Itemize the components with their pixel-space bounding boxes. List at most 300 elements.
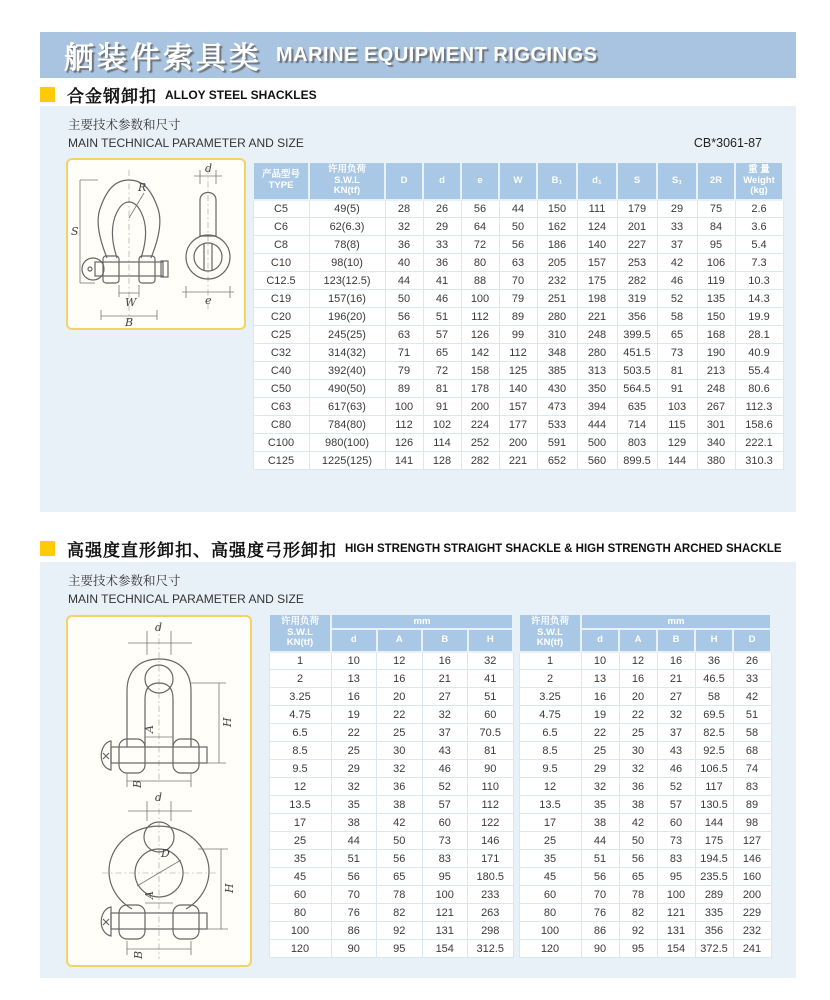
- table-cell: 82: [619, 904, 657, 922]
- table-cell: 16: [377, 670, 423, 688]
- table-cell: C100: [253, 434, 309, 452]
- table-cell: 200: [733, 886, 771, 904]
- column-header: S₁: [657, 162, 697, 200]
- table-cell: 125: [499, 362, 537, 380]
- column-header: B: [657, 629, 695, 652]
- table-cell: 38: [377, 796, 423, 814]
- table-cell: 158.6: [735, 416, 783, 434]
- table-cell: 146: [733, 850, 771, 868]
- page-banner: [40, 32, 796, 78]
- table-cell: 17: [269, 814, 331, 832]
- table-cell: 57: [423, 326, 461, 344]
- table-cell: 68: [733, 742, 771, 760]
- table-cell: 248: [697, 380, 735, 398]
- table-cell: 289: [695, 886, 733, 904]
- table-cell: 154: [657, 940, 695, 958]
- table-cell: 26: [733, 652, 771, 670]
- table-cell: 90: [581, 940, 619, 958]
- table-cell: 19: [581, 706, 619, 724]
- alloy-shackle-table: [252, 161, 784, 470]
- table-cell: 100: [657, 886, 695, 904]
- table-cell: 51: [581, 850, 619, 868]
- table-cell: 473: [537, 398, 577, 416]
- table-cell: 58: [733, 724, 771, 742]
- table-cell: 232: [733, 922, 771, 940]
- table-row: [269, 940, 513, 958]
- dim-label-d: d: [205, 162, 213, 175]
- table-cell: 175: [695, 832, 733, 850]
- table-row: [253, 200, 783, 218]
- table-cell: 99: [499, 326, 537, 344]
- table-cell: 30: [619, 742, 657, 760]
- table-row: [269, 832, 513, 850]
- column-header: 2R: [697, 162, 735, 200]
- mm-header: mm: [331, 614, 513, 629]
- table-cell: 12: [269, 778, 331, 796]
- table-cell: 7.3: [735, 254, 783, 272]
- table-row: [269, 850, 513, 868]
- table-cell: 72: [423, 362, 461, 380]
- table-cell: C12.5: [253, 272, 309, 290]
- table-cell: 38: [331, 814, 377, 832]
- table-cell: 179: [617, 200, 657, 218]
- column-header: d: [423, 162, 461, 200]
- table-cell: 319: [617, 290, 657, 308]
- table-cell: 158: [461, 362, 499, 380]
- table-cell: 75: [697, 200, 735, 218]
- table-cell: 78: [377, 886, 423, 904]
- table-cell: 356: [617, 308, 657, 326]
- table-cell: 50: [499, 218, 537, 236]
- table-cell: 38: [581, 814, 619, 832]
- table-row: [269, 760, 513, 778]
- table-cell: 60: [657, 814, 695, 832]
- table-cell: 301: [697, 416, 735, 434]
- table-cell: C80: [253, 416, 309, 434]
- table-row: [269, 778, 513, 796]
- arched-shackle-table: [518, 613, 772, 958]
- table-cell: 635: [617, 398, 657, 416]
- table-cell: 65: [377, 868, 423, 886]
- table-cell: 8.5: [519, 742, 581, 760]
- table-cell: 78: [619, 886, 657, 904]
- table-cell: 52: [657, 778, 695, 796]
- table-row: [519, 922, 771, 940]
- table-cell: 91: [423, 398, 461, 416]
- table-cell: 51: [423, 308, 461, 326]
- table-cell: C32: [253, 344, 309, 362]
- dim-label-w: W: [125, 296, 137, 309]
- table-cell: 13: [331, 670, 377, 688]
- table-cell: 79: [385, 362, 423, 380]
- table-cell: 41: [423, 272, 461, 290]
- table-cell: 16: [619, 670, 657, 688]
- table-cell: 45: [269, 868, 331, 886]
- table-cell: 2.6: [735, 200, 783, 218]
- table-cell: 8.5: [269, 742, 331, 760]
- section2-title-zh: 高强度直形卸扣、高强度弓形卸扣: [67, 541, 337, 560]
- dim-label-a: A: [143, 725, 156, 733]
- table-cell: 124: [577, 218, 617, 236]
- table-cell: 112: [499, 344, 537, 362]
- table-cell: 92: [619, 922, 657, 940]
- table-cell: 392(40): [309, 362, 385, 380]
- table-cell: 899.5: [617, 452, 657, 470]
- shackle-diagram-box-2: [66, 615, 252, 967]
- table-row: [269, 706, 513, 724]
- table-cell: 154: [422, 940, 468, 958]
- table-cell: 32: [377, 760, 423, 778]
- table-cell: 83: [657, 850, 695, 868]
- table-cell: 69.5: [695, 706, 733, 724]
- table-cell: 233: [468, 886, 514, 904]
- table-row: [269, 688, 513, 706]
- table-cell: 560: [577, 452, 617, 470]
- table-row: [253, 362, 783, 380]
- table-cell: 80: [269, 904, 331, 922]
- table-cell: 62(6.3): [309, 218, 385, 236]
- section2-panel: [40, 562, 796, 978]
- table-cell: 160: [733, 868, 771, 886]
- table-cell: C10: [253, 254, 309, 272]
- table-row: [519, 688, 771, 706]
- table-cell: 564.5: [617, 380, 657, 398]
- table-cell: 92.5: [695, 742, 733, 760]
- table-cell: 385: [537, 362, 577, 380]
- table-cell: 6.5: [269, 724, 331, 742]
- table-cell: 310.3: [735, 452, 783, 470]
- table-cell: 43: [422, 742, 468, 760]
- table-cell: 17: [519, 814, 581, 832]
- table-row: [253, 344, 783, 362]
- table-cell: 106.5: [695, 760, 733, 778]
- table-cell: 32: [422, 706, 468, 724]
- table-row: [269, 922, 513, 940]
- table-cell: 10: [581, 652, 619, 670]
- table-row: [519, 886, 771, 904]
- table-cell: 63: [385, 326, 423, 344]
- table-cell: 12: [377, 652, 423, 670]
- table-cell: C125: [253, 452, 309, 470]
- table-cell: 60: [519, 886, 581, 904]
- arched-shackle-drawing: [68, 789, 250, 965]
- table-cell: C6: [253, 218, 309, 236]
- table-cell: 42: [377, 814, 423, 832]
- table-cell: 126: [461, 326, 499, 344]
- table-cell: 25: [619, 724, 657, 742]
- table-cell: 106: [697, 254, 735, 272]
- dim-label-d: d: [155, 791, 163, 804]
- table-cell: 95: [619, 940, 657, 958]
- table-cell: 200: [461, 398, 499, 416]
- table-cell: 32: [331, 778, 377, 796]
- table-cell: 241: [733, 940, 771, 958]
- table-cell: 79: [499, 290, 537, 308]
- table-cell: 112.3: [735, 398, 783, 416]
- table-cell: 213: [697, 362, 735, 380]
- dim-label-h: H: [221, 717, 234, 727]
- table-cell: 81: [468, 742, 514, 760]
- table-cell: 444: [577, 416, 617, 434]
- table-cell: 65: [423, 344, 461, 362]
- table-cell: 144: [657, 452, 697, 470]
- table-cell: 95: [697, 236, 735, 254]
- table-row: [269, 814, 513, 832]
- table-cell: 131: [657, 922, 695, 940]
- table-cell: 36: [377, 778, 423, 796]
- table-cell: 178: [461, 380, 499, 398]
- table-row: [253, 272, 783, 290]
- table-cell: 22: [581, 724, 619, 742]
- table-cell: 25: [377, 724, 423, 742]
- table-cell: 171: [468, 850, 514, 868]
- table-header-row: [269, 614, 513, 629]
- table-cell: 83: [422, 850, 468, 868]
- table-cell: 714: [617, 416, 657, 434]
- table-cell: 19: [331, 706, 377, 724]
- table-cell: 6.5: [519, 724, 581, 742]
- table-header-row: [519, 614, 771, 629]
- table-cell: 180.5: [468, 868, 514, 886]
- table-cell: 221: [577, 308, 617, 326]
- table-row: [253, 398, 783, 416]
- table-cell: 72: [461, 236, 499, 254]
- table-cell: 70: [331, 886, 377, 904]
- table-cell: 186: [537, 236, 577, 254]
- table-cell: 251: [537, 290, 577, 308]
- table-cell: 121: [422, 904, 468, 922]
- yellow-square-bullet: [40, 87, 55, 102]
- table-cell: 22: [377, 706, 423, 724]
- table-cell: 81: [423, 380, 461, 398]
- dim-label-b: B: [131, 779, 144, 788]
- table-cell: 100: [385, 398, 423, 416]
- table-cell: 29: [331, 760, 377, 778]
- table-row: [253, 290, 783, 308]
- table-cell: 33: [423, 236, 461, 254]
- table-cell: 190: [697, 344, 735, 362]
- table-cell: 70: [499, 272, 537, 290]
- table-row: [269, 670, 513, 688]
- table-cell: C50: [253, 380, 309, 398]
- table-cell: 49(5): [309, 200, 385, 218]
- table-header-row: [253, 162, 783, 200]
- table-cell: 3.25: [519, 688, 581, 706]
- table-cell: 36: [385, 236, 423, 254]
- table-row: [519, 706, 771, 724]
- table-cell: 60: [468, 706, 514, 724]
- table-cell: 157: [499, 398, 537, 416]
- table-cell: 70: [581, 886, 619, 904]
- table-cell: 50: [377, 832, 423, 850]
- standard-code: CB*3061-87: [693, 136, 762, 150]
- table-cell: 3.6: [735, 218, 783, 236]
- table-cell: 22: [331, 724, 377, 742]
- dim-label-a: A: [143, 891, 156, 899]
- table-cell: 81: [657, 362, 697, 380]
- subtitle-en: MAIN TECHNICAL PARAMETER AND SIZE: [68, 136, 304, 150]
- table-cell: 30: [377, 742, 423, 760]
- table-cell: 103: [657, 398, 697, 416]
- table-cell: 73: [422, 832, 468, 850]
- table-cell: 73: [657, 832, 695, 850]
- subtitle-zh: 主要技术参数和尺寸: [68, 574, 181, 588]
- table-cell: 76: [581, 904, 619, 922]
- table-cell: 348: [537, 344, 577, 362]
- table-cell: 25: [331, 742, 377, 760]
- section2-subtitle: [68, 571, 304, 606]
- table-cell: 280: [577, 344, 617, 362]
- table-cell: 33: [733, 670, 771, 688]
- table-cell: 42: [619, 814, 657, 832]
- table-cell: 44: [385, 272, 423, 290]
- table-cell: 1: [519, 652, 581, 670]
- table-cell: 60: [269, 886, 331, 904]
- table-cell: 52: [657, 290, 697, 308]
- table-row: [269, 886, 513, 904]
- table-cell: 56: [461, 200, 499, 218]
- table-cell: C63: [253, 398, 309, 416]
- table-cell: 196(20): [309, 308, 385, 326]
- table-cell: 46: [657, 760, 695, 778]
- table-cell: 56: [581, 868, 619, 886]
- table-cell: 57: [657, 796, 695, 814]
- dim-label-r: R: [138, 181, 147, 194]
- table-cell: C8: [253, 236, 309, 254]
- table-row: [253, 254, 783, 272]
- table-cell: 245(25): [309, 326, 385, 344]
- table-row: [269, 868, 513, 886]
- column-header: H: [468, 629, 514, 652]
- table-cell: 33: [657, 218, 697, 236]
- table-cell: 282: [461, 452, 499, 470]
- table-row: [253, 308, 783, 326]
- table-cell: 652: [537, 452, 577, 470]
- table-cell: 82: [377, 904, 423, 922]
- swl-header: 许用负荷 S.W.L KN(tf): [519, 614, 581, 652]
- table-cell: 73: [657, 344, 697, 362]
- column-header: B: [422, 629, 468, 652]
- table-row: [519, 814, 771, 832]
- column-header: W: [499, 162, 537, 200]
- table-row: [269, 742, 513, 760]
- table-cell: 110: [468, 778, 514, 796]
- table-cell: 65: [619, 868, 657, 886]
- table-cell: 130.5: [695, 796, 733, 814]
- table-cell: 128: [423, 452, 461, 470]
- table-cell: 9.5: [519, 760, 581, 778]
- table-cell: 430: [537, 380, 577, 398]
- table-cell: 100: [461, 290, 499, 308]
- table-cell: 60: [422, 814, 468, 832]
- dim-label-b: B: [125, 316, 134, 328]
- table-cell: 112: [461, 308, 499, 326]
- table-cell: 89: [733, 796, 771, 814]
- table-cell: 36: [423, 254, 461, 272]
- table-cell: 10: [331, 652, 377, 670]
- table-cell: 51: [468, 688, 514, 706]
- table-cell: 2: [519, 670, 581, 688]
- table-cell: 58: [657, 308, 697, 326]
- column-header: e: [461, 162, 499, 200]
- table-cell: 52: [422, 778, 468, 796]
- table-cell: 95: [377, 940, 423, 958]
- table-cell: 32: [619, 760, 657, 778]
- table-cell: 42: [733, 688, 771, 706]
- table-cell: 127: [733, 832, 771, 850]
- table-cell: 89: [385, 380, 423, 398]
- table-cell: 120: [269, 940, 331, 958]
- table-cell: 16: [657, 652, 695, 670]
- table-cell: 16: [331, 688, 377, 706]
- section2-title-en: HIGH STRENGTH STRAIGHT SHACKLE & HIGH STRENGTH ARCHED SHACKLE: [345, 542, 782, 555]
- table-row: [519, 796, 771, 814]
- table-cell: 89: [499, 308, 537, 326]
- column-header: S: [617, 162, 657, 200]
- table-cell: 29: [423, 218, 461, 236]
- table-cell: 25: [269, 832, 331, 850]
- table-cell: 98(10): [309, 254, 385, 272]
- table-cell: 4.75: [269, 706, 331, 724]
- table-cell: 37: [657, 724, 695, 742]
- table-cell: 144: [695, 814, 733, 832]
- table-row: [269, 796, 513, 814]
- table-row: [269, 652, 513, 670]
- table-cell: 122: [468, 814, 514, 832]
- shackle-diagram-box: [66, 158, 246, 330]
- table-cell: 451.5: [617, 344, 657, 362]
- table-row: [253, 236, 783, 254]
- table-cell: 335: [695, 904, 733, 922]
- table-cell: 58: [695, 688, 733, 706]
- table-row: [269, 724, 513, 742]
- table-cell: 1225(125): [309, 452, 385, 470]
- table-row: [519, 904, 771, 922]
- table-cell: 135: [697, 290, 735, 308]
- table-cell: 205: [537, 254, 577, 272]
- column-header: B₁: [537, 162, 577, 200]
- table-cell: 112: [385, 416, 423, 434]
- table-cell: 121: [657, 904, 695, 922]
- table-cell: 19.9: [735, 308, 783, 326]
- table-cell: 76: [331, 904, 377, 922]
- table-cell: 95: [657, 868, 695, 886]
- table-cell: 340: [697, 434, 735, 452]
- table-cell: 56: [499, 236, 537, 254]
- table-cell: 14.3: [735, 290, 783, 308]
- table-cell: 200: [499, 434, 537, 452]
- section2-heading: [40, 536, 782, 561]
- table-cell: 100: [519, 922, 581, 940]
- table-cell: 372.5: [695, 940, 733, 958]
- table-cell: 22: [619, 706, 657, 724]
- table-cell: 784(80): [309, 416, 385, 434]
- table-cell: 235.5: [695, 868, 733, 886]
- straight-shackle-drawing: [68, 617, 250, 789]
- table-cell: 51: [733, 706, 771, 724]
- table-cell: 84: [697, 218, 735, 236]
- table-cell: 500: [577, 434, 617, 452]
- column-header: 重 量 Weight (kg): [735, 162, 783, 200]
- table-row: [519, 868, 771, 886]
- table-cell: 21: [422, 670, 468, 688]
- table-cell: 100: [269, 922, 331, 940]
- table-cell: 114: [423, 434, 461, 452]
- table-cell: 162: [537, 218, 577, 236]
- column-header: 许用负荷 S.W.L KN(tf): [309, 162, 385, 200]
- table-row: [519, 724, 771, 742]
- swl-header: 许用负荷 S.W.L KN(tf): [269, 614, 331, 652]
